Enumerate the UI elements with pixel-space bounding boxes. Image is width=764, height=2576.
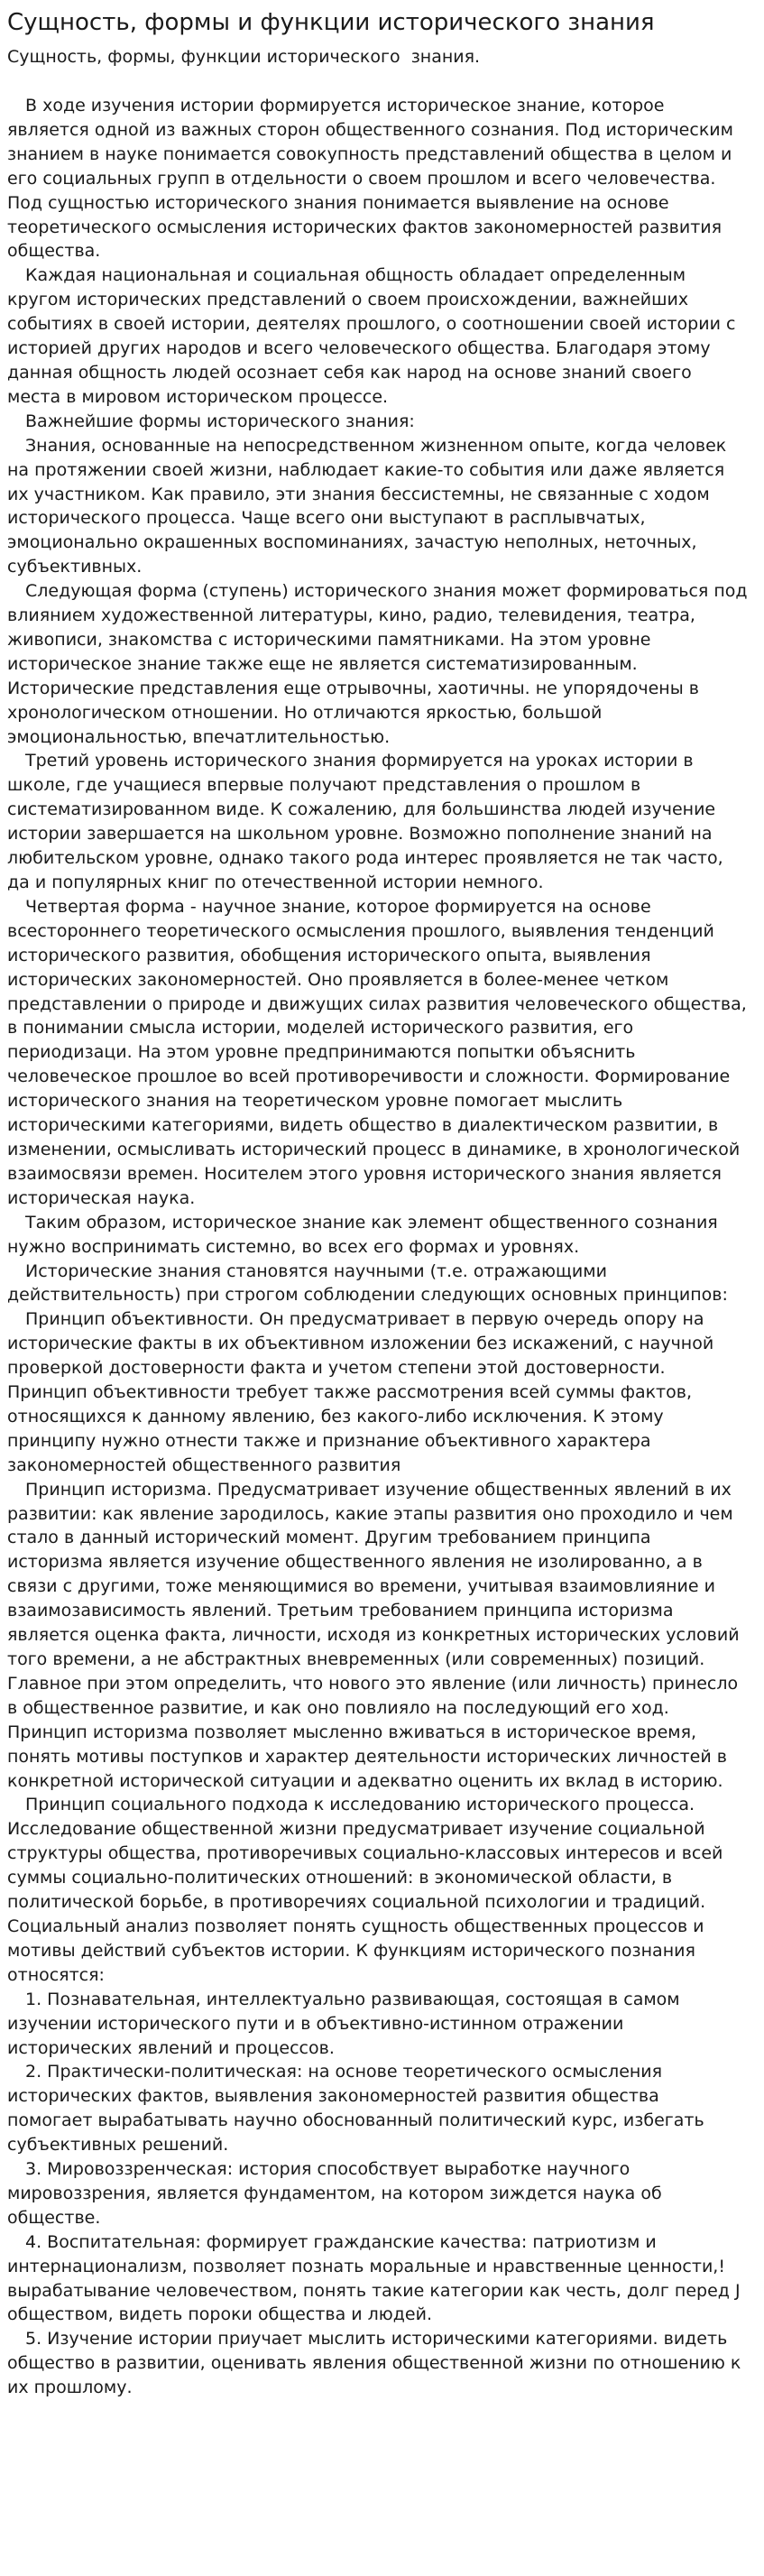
principles-intro-paragraph: Исторические знания становятся научными (т.е. отражающими действительность) при строгом соблюдении следующих основных принципов: <box>7 1260 728 1306</box>
principle-objectivity-paragraph: Принцип объективности. Он предусматривает в первую очередь опору на исторические факты в их объективном изложении без искажений, с научной проверкой достоверности факта и учетом степени этой достоверности. Принцип объективности требует также рассмотрения всей суммы фактов, относящихся к данному явлению, без какого-либо исключения. К этому принципу нужно отнести также и признание объективного характера закономерностей общественного развития <box>7 1309 714 1475</box>
community-paragraph: Каждая национальная и социальная общность обладает определенным кругом исторических представлений о своем происхождении, важнейших событиях в своей истории, деятелях прошлого, о соотношении своей истории с историей других народов и всего человеческого общества. Благодаря этому данная общность людей осознает себя как народ на основе знаний своего места в мировом историческом процессе. <box>7 265 736 407</box>
function-political-item: 2. Практически-политическая: на основе теоретического осмысления исторических фактов, выявления закономерностей развития общества помогает вырабатывать научно обоснованный политический курс, избегать субъективных решений. <box>7 2062 704 2156</box>
summary-paragraph: Таким образом, историческое знание как элемент общественного сознания нужно воспринимать системно, во всех его формах и уровнях. <box>7 1212 718 1257</box>
function-thinking-item: 5. Изучение истории приучает мыслить историческими категориями. видеть общество в развитии, оценивать явления общественной жизни по отношению к их прошлому. <box>7 2329 741 2398</box>
principle-historicism-paragraph: Принцип историзма. Предусматривает изучение общественных явлений в их развитии: как явление зародилось, какие этапы развития оно проходило и чем стало в данный исторический момент. Другим требованием принципа историзма является изучение общественного явления не изолированно, а в связи с другими, тоже меняющимися во времени, учитывая взаимовлияние и взаимозависимость явлений. Третьим требованием принципа историзма является оценка факта, личности, исходя из конкретных исторических условий того времени, а не абстрактных вневременных (или современных) позиций. Главное при этом определить, что нового это явление (или личность) принесло в общественное развитие, и как оно повлияло на последующий его ход. Принцип историзма позволяет мысленно вживаться в историческое время, понять мотивы поступков и характер деятельности исторических личностей в конкретной исторической ситуации и адекватно оценить их вклад в историю. <box>7 1479 740 1791</box>
article-body <box>7 94 750 2400</box>
function-worldview-item: 3. Мировоззренческая: история способствует выработке научного мировоззрения, является фундаментом, на котором зиждется наука об обществе. <box>7 2159 662 2228</box>
subtitle: Сущность, формы, функции исторического знания. <box>7 47 481 67</box>
form-science-paragraph: Четвертая форма - научное знание, которое формируется на основе всестороннего теоретического осмысления прошлого, выявления тенденций исторического развития, обобщения исторического опыта, выявления исторических закономерностей. Оно проявляется в более-менее четком представлении о природе и движущих силах развития человеческого общества, в понимании смысла истории, моделей исторического развития, его периодизаци. На этом уровне предпринимаются попытки объяснить человеческое прошлое во всей противоречивости и сложности. Формирование исторического знания на теоретическом уровне помогает мыслить историческими категориями, видеть общество в диалектическом развитии, в изменении, осмысливать исторический процесс в динамике, в хронологической взаимосвязи времен. Носителем этого уровня исторического знания является историческая наука. <box>7 896 747 1208</box>
principle-social-paragraph: Принцип социального подхода к исследованию исторического процесса. Исследование общественной жизни предусматривает изучение социальной структуры общества, противоречивых социально-классовых интересов и всей суммы социально-политических отношений: в экономической области, в политической борьбе, в противоречиях социальной психологии и традиций. Социальный анализ позволяет понять сущность общественных процессов и мотивы действий субъектов истории. К функциям исторического познания относятся: <box>7 1795 723 1985</box>
intro-paragraph: В ходе изучения истории формируется историческое знание, которое является одной из важных сторон общественного сознания. Под историческим знанием в науке понимается совокупность представлений общества в целом и его социальных групп в отдельности о своем прошлом и всего человечества. Под сущностью исторического знания понимается выявление на основе теоретического осмысления исторических фактов закономерностей развития общества. <box>7 96 733 262</box>
form-school-paragraph: Третий уровень исторического знания формируется на уроках истории в школе, где учащиеся впервые получают представления о прошлом в систематизированном виде. К сожалению, для большинства людей изучение истории завершается на школьном уровне. Возможно пополнение знаний на любительском уровне, однако такого рода интерес проявляется не так часто, да и популярных книг по отечественной истории немного. <box>7 751 723 892</box>
form-experience-paragraph: Знания, основанные на непосредственном жизненном опыте, когда человек на протяжении своей жизни, наблюдает какие-то события или даже является их участником. Как правило, эти знания бессистемны, не связанные с ходом исторического процесса. Чаще всего они выступают в расплывчатых, эмоционально окрашенных воспоминаниях, зачастую неполных, неточных, субъективных. <box>7 435 727 577</box>
forms-heading: Важнейшие формы исторического знания: <box>25 411 415 431</box>
function-educational-item: 4. Воспитательная: формирует гражданские качества: патриотизм и интернационализм, позволяет познать моральные и нравственные ценности,! вырабатывание человечеством, понять такие категории как честь, долг перед J обществом, видеть пороки общества и людей. <box>7 2231 741 2325</box>
function-cognitive-item: 1. Познавательная, интеллектуально развивающая, состоящая в самом изучении исторического пути и в объективно-истинном отражении исторических явлений и процессов. <box>7 1989 680 2058</box>
page-title: Сущность, формы и функции исторического знания <box>7 9 655 36</box>
form-art-paragraph: Следующая форма (ступень) исторического знания может формироваться под влиянием художественной литературы, кино, радио, телевидения, театра, живописи, знакомства с историческими памятниками. На этом уровне историческое знание также еще не является систематизированным. Исторические представления еще отрывочны, хаотичны. не упорядочены в хронологическом отношении. Но отличаются яркостью, большой эмоциональностью, впечатлительностью. <box>7 581 748 747</box>
